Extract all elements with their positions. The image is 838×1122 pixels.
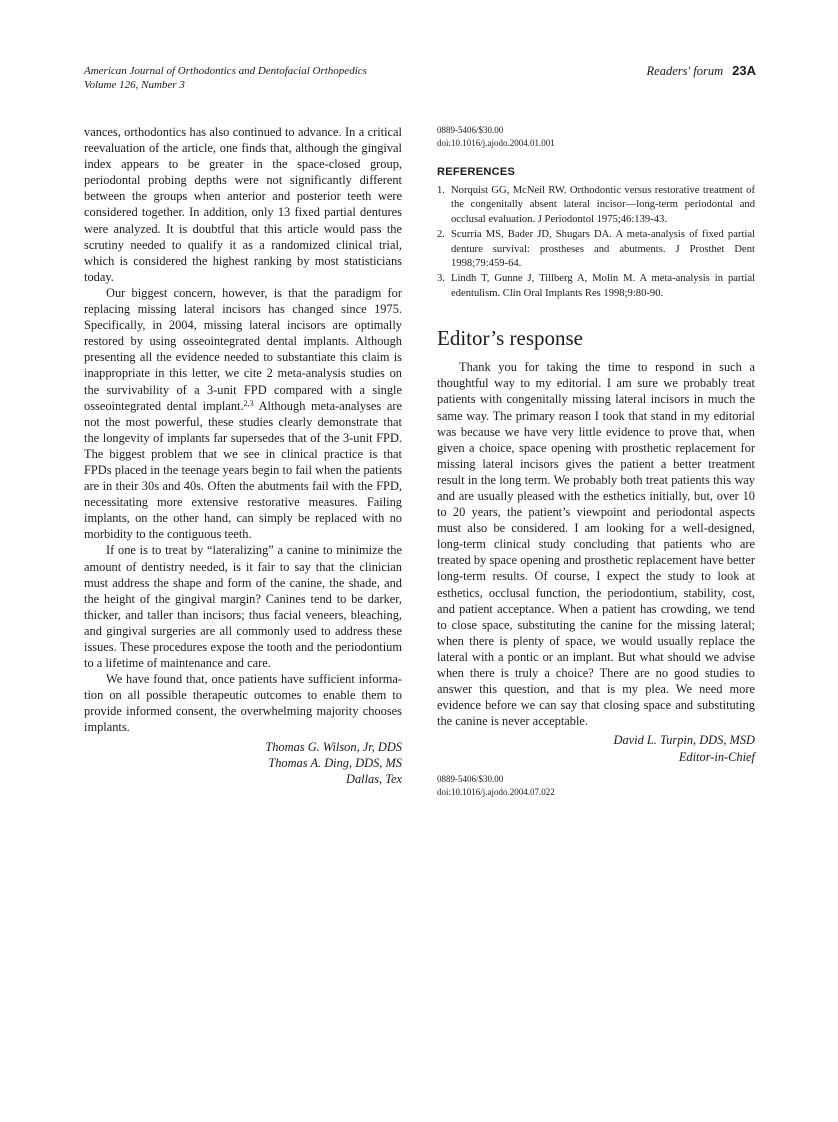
letter-paragraph-2: Our biggest concern, however, is that the paradigm for replacing missing lateral incisors has changed since 1975. Specifically, in 2004, missing lateral incisors are optimally restored by using osseointegrated dental implants. Although presenting all the evidence needed to substantiate this claim is inappropriate in this letter, we cite 2 meta-analysis studies on the survivability of a 3-unit FPD compared with a single osseointegrated dental implant.$^{2,3}$ Although meta-analyses are not the most powerful, these studies clearly demonstrate that the longevity of implants far supersedes that of the 3-unit FPD. The biggest problem that we see in clinical practice is that FPDs placed in the teenage years begin to fail when the patients are in their 30s and 40s. Often the abutments fail with the FPD, necessitating more extensive restorative measures. Failing implants, on the other hand, can simply be replaced with no morbidity to the contiguous teeth. [84, 285, 402, 542]
journal-title: American Journal of Orthodontics and Dentofacial Orthopedics [84, 65, 367, 77]
editor-name: David L. Turpin, DDS, MSD [613, 733, 755, 748]
references-list [437, 184, 755, 301]
editor-response-paragraph: Thank you for taking the time to respond in such a thoughtful way to my editorial. I am sure we probably treat patients with congenitally missing lateral incisors in much the same way. The primary reason I took that stand in my editorial was because we have very little evidence to prove that, when given a choice, space opening with prosthetic replacement for missing lateral incisors gives the patient a better treatment result in the long term. We probably both treat patients this way and are usually pleased with the esthetics initially, but, over 10 to 20 years, the patient’s viewpoint and periodontal aspects must also be considered. I am looking for a well-designed, long-term clinical study concluding that patients who are treated by space opening and prosthetic replacement have better long-term results. Of course, I expect the study to look at esthetics, occlusal function, the periodontium, stability, cost, and patient acceptance. When a patient has crowding, we tend to close space, substituting the canine for the missing lateral; when there is plenty of space, we would usually replace the lateral with a pontic or an implant. But what should we advise when there is truly a choice? There are no good studies to answer this question, and that is my plea. We need more evidence before we can say that closing space and substituting the canine is never acceptable. [437, 360, 755, 729]
references-heading: REFERENCES [437, 166, 516, 178]
reference-item: 3. Lindh T, Gunne J, Tillberg A, Molin M. A meta-analysis in partial edentulism. Clin Oral Implants Res 1998;9:80-90. [437, 273, 755, 299]
citation-superscript: 2,3 [243, 398, 254, 408]
editor-title: Editor-in-Chief [678, 749, 755, 764]
page-info [647, 64, 756, 78]
letter-paragraph-4: We have found that, once patients have sufficient informa tion on all possible therapeutic outcomes to enable them to provide informed consent, the overwhelming majority chooses implants. [84, 672, 402, 735]
author-2: Thomas A. Ding, DDS, MS [268, 755, 402, 770]
response-meta [437, 773, 755, 799]
left-column [84, 124, 402, 787]
page-number: 23A [732, 63, 756, 78]
letter-doi[interactable]: doi:10.1016/j.ajodo.2004.01.001 [437, 138, 555, 148]
author-1: Thomas G. Wilson, Jr, DDS [265, 739, 402, 754]
section-name: Readers' forum [646, 64, 724, 78]
reference-item: 1. Norquist GG, McNeil RW. Orthodontic versus restorative treatment of the congenitally absent lateral incisor—long-term periodontal and occlusal evaluation. J Periodontol 1975;46:139-43. [437, 185, 755, 225]
letter-signature [84, 739, 402, 787]
editor-signature [437, 732, 755, 764]
journal-volume: Volume 126, Number 3 [84, 79, 185, 91]
right-column [437, 124, 755, 799]
response-price-code: 0889-5406/$30.00 [437, 773, 504, 784]
author-location: Dallas, Tex [346, 771, 402, 786]
reference-item: 2. Scurria MS, Bader JD, Shugars DA. A meta-analysis of fixed partial denture survival: prostheses and abutments. J Prosthet Dent 1998;79:459-64. [437, 229, 755, 270]
letter-price-code: 0889-5406/$30.00 [437, 125, 504, 135]
letter-paragraph-3: If one is to treat by “lateralizing” a canine to minimize the amount of dentistry needed, is it fair to say that the clinician must address the shape and form of the canine, the shade, and the height of the gingival margin? Canines tend to be darker, thicker, and taller than incisors; thus facial veneers, bleaching, and gingival surgeries are all commonly used to address these issues. These procedures expose the tooth and the periodontium to a lifetime of maintenance and care. [84, 543, 402, 671]
letter-paragraph-1: vances, orthodontics has also continued to advance. In a critical reevaluation of the article, one finds that, although the gingival index appears to be greater in the space-closed group, periodontal probing depths were not significantly different between the groups when anterior and posterior teeth were considered together. In addition, only 13 fixed partial dentures were analyzed. It is doubtful that this article would pass the scrutiny needed to qualify it as a randomized clinical trial, which is considered the highest ranking by most statisticians today. [84, 125, 402, 284]
journal-info [84, 64, 367, 92]
letter-meta [437, 124, 755, 150]
editor-response-heading: Editor’s response [437, 326, 584, 351]
response-doi[interactable]: doi:10.1016/j.ajodo.2004.07.022 [437, 786, 555, 797]
